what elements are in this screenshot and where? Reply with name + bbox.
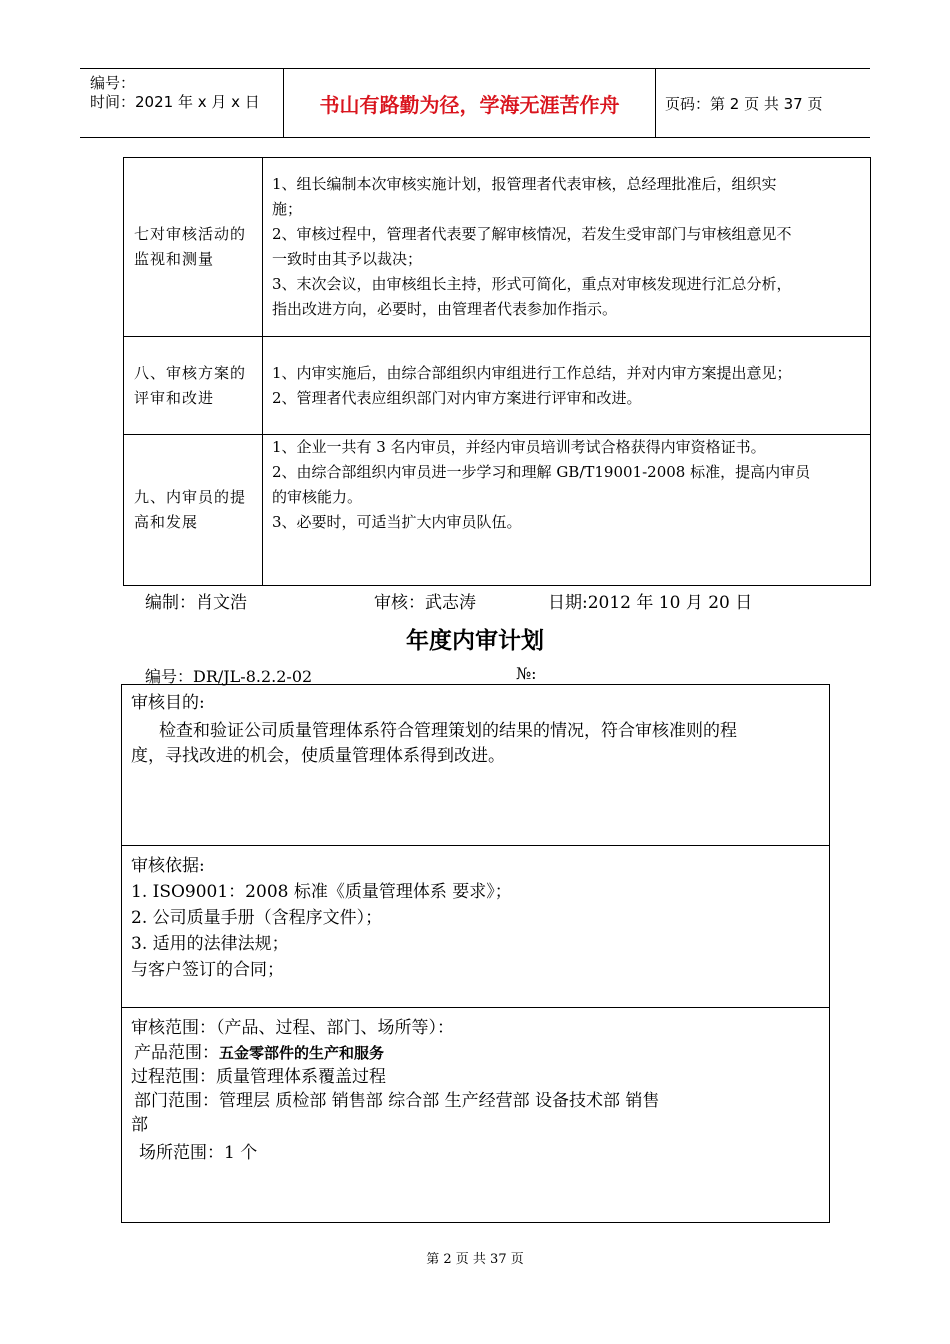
scope-label: 审核范围：（产品、过程、部门、场所等）：: [131, 1018, 454, 1038]
content-line: 2、审核过程中，管理者代表要了解审核情况，若发生受审部门与审核组意见不: [272, 225, 792, 243]
basis-item: 3. 适用的法律法规；: [131, 934, 289, 954]
content-line: 3、末次会议，由审核组长主持，形式可简化，重点对审核发现进行汇总分析，: [272, 275, 792, 293]
row-label-line: 监视和测量: [134, 250, 215, 268]
plan-title: 年度内审计划: [406, 628, 544, 654]
content-line: 施；: [272, 200, 303, 218]
purpose-text-line: 度，寻找改进的机会，使质量管理体系得到改进。: [131, 746, 505, 766]
plan-number: №:: [516, 664, 537, 683]
row-label-line: 评审和改进: [134, 388, 215, 407]
row-label-line: 九、内审员的提: [134, 488, 247, 506]
product-scope-prefix: 产品范围：: [134, 1043, 219, 1063]
row-label: [124, 337, 263, 435]
department-scope: 部门范围：管理层 质检部 销售部 综合部 生产经营部 设备技术部 销售: [134, 1091, 660, 1111]
table-row: [124, 158, 871, 337]
header-number: 编号：: [90, 74, 136, 92]
product-scope-value: 五金零部件的生产和服务: [219, 1044, 385, 1062]
site-scope: 场所范围：1 个: [139, 1143, 258, 1163]
plan-code: 编号：DR/JL-8.2.2-02: [145, 667, 313, 686]
purpose-label: 审核目的:: [131, 693, 205, 713]
prepared-by: 编制：肖文浩: [145, 593, 247, 613]
header-time: 时间：2021 年 x 月 x 日: [90, 93, 260, 111]
page-footer: 第 2 页 共 37 页: [426, 1252, 524, 1267]
product-scope: [134, 1038, 820, 1063]
audit-basis-section: [121, 845, 830, 1008]
content-line: 2、管理者代表应组织部门对内审方案进行评审和改进。: [272, 388, 642, 407]
table-row: [124, 337, 871, 435]
header-page-info: 页码：第 2 页 共 37 页: [665, 95, 823, 113]
table-row: [124, 435, 871, 586]
row-label-line: 七对审核活动的: [134, 225, 247, 243]
audit-purpose-section: [121, 684, 830, 846]
content-line: 指出改进方向，必要时，由管理者代表参加作指示。: [272, 300, 618, 318]
row-content: [263, 337, 871, 435]
basis-label: 审核依据:: [131, 856, 205, 876]
row-content: [263, 158, 871, 337]
header-meta: [80, 69, 283, 137]
basis-item: 2. 公司质量手册（含程序文件）；: [131, 908, 383, 928]
content-line: 一致时由其予以裁决；: [272, 250, 423, 268]
row-label: [124, 435, 263, 586]
basis-item: 1. ISO9001：2008 标准《质量管理体系 要求》；: [131, 882, 512, 902]
basis-item: 与客户签订的合同；: [131, 960, 284, 980]
process-scope: 过程范围：质量管理体系覆盖过程: [131, 1067, 386, 1087]
content-line: 2、由综合部组织内审员进一步学习和理解 GB/T19001-2008 标准，提高内审员: [272, 463, 811, 481]
row-content: [263, 435, 871, 586]
content-line: 1、内审实施后，由综合部组织内审组进行工作总结，并对内审方案提出意见；: [272, 363, 792, 382]
page-header: [80, 68, 870, 138]
purpose-text-line: 检查和验证公司质量管理体系符合管理策划的结果的情况，符合审核准则的程: [159, 721, 737, 741]
content-line: 1、企业一共有 3 名内审员，并经内审员培训考试合格获得内审资格证书。: [272, 438, 766, 456]
header-motto: 书山有路勤为径，学海无涯苦作舟: [283, 69, 656, 137]
signoff-date: 日期:2012 年 10 月 20 日: [548, 593, 753, 613]
row-label-line: 八、审核方案的: [134, 363, 247, 382]
content-line: 的审核能力。: [272, 488, 363, 506]
row-label: [124, 158, 263, 337]
audit-procedure-table: [123, 157, 871, 586]
content-line: 1、组长编制本次审核实施计划，报管理者代表审核，总经理批准后，组织实: [272, 175, 777, 193]
department-scope-continued: 部: [131, 1115, 148, 1135]
reviewed-by: 审核：武志涛: [374, 593, 476, 613]
row-label-line: 高和发展: [134, 513, 199, 531]
audit-scope-section: [121, 1007, 830, 1223]
content-line: 3、必要时，可适当扩大内审员队伍。: [272, 513, 522, 531]
